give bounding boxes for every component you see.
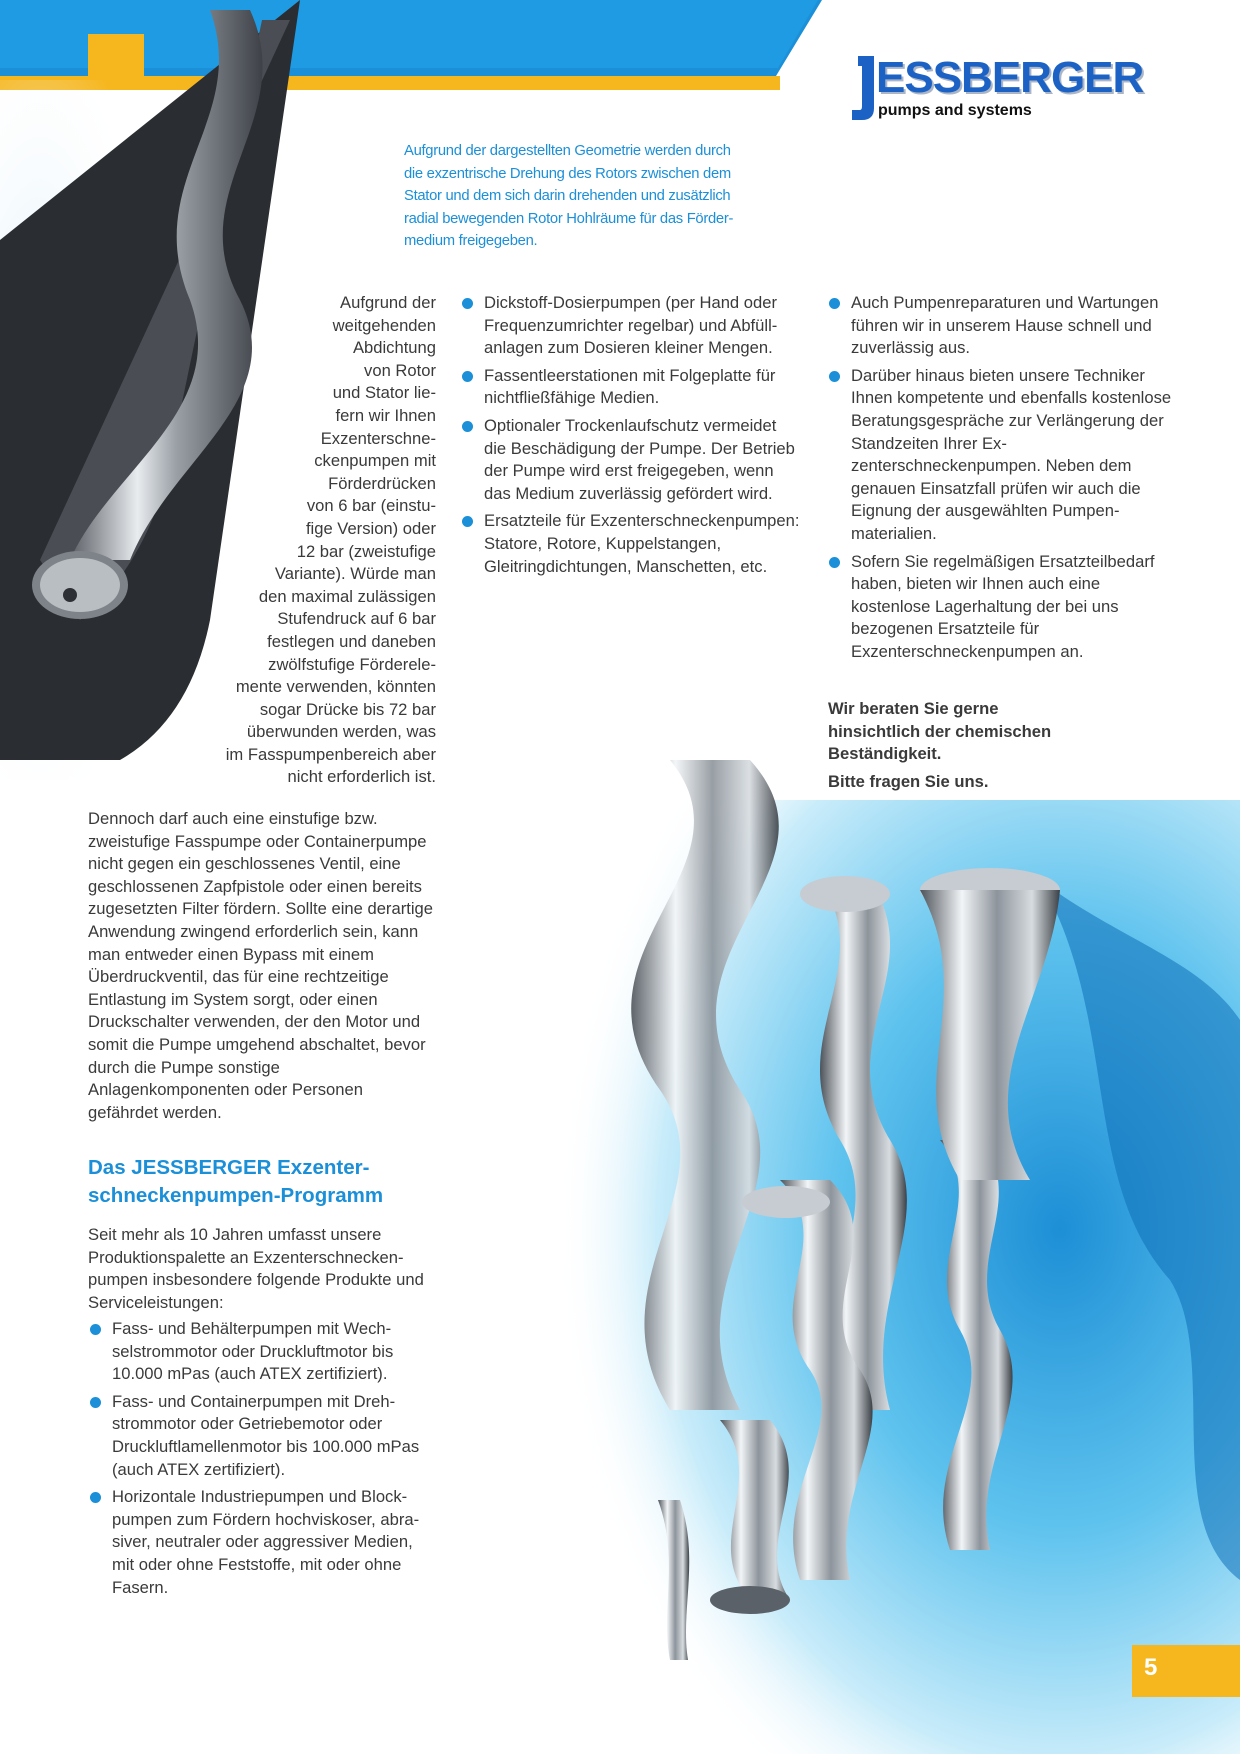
intro-line: Abdichtung	[352, 338, 436, 358]
intro-line: Exzenterschne-	[320, 428, 436, 448]
intro-line: den maximal zulässigen	[258, 586, 436, 606]
image-caption: Aufgrund der dargestellten Geometrie werden durch die exzentrische Drehung des Rotors zwischen dem Stator und dem sich darin drehenden und zusätzlich radial bewegenden Rotor Hohlräume für das Fördermedium freigegeben.	[404, 143, 734, 249]
logo-brand-text: ESSBERGER	[876, 53, 1144, 102]
intro-line: Förderdrücken	[328, 473, 436, 493]
intro-line: von 6 bar (einstu-	[306, 496, 436, 516]
bullet-dot-icon	[462, 371, 473, 382]
program-list	[88, 1318, 436, 1604]
bullet-dot-icon	[829, 557, 840, 568]
list-item: Darüber hinaus bieten unsere Techniker Ihnen kompetente und ebenfalls kostenlose Beratungsgespräche zur Verlängerung der Standzeiten Ihrer Exzenterschneckenpumpen. Neben dem genauen Einsatzfall prüfen wir auch die Eignung der ausgewählten Pumpenmaterialien.	[827, 365, 1172, 546]
consult-note: Wir beraten Sie gerne hinsichtlich der chemischen Beständigkeit.	[828, 699, 1052, 764]
list-item: Dickstoff-Dosierpumpen (per Hand oder Frequenzumrichter regelbar) und Abfüllanlagen zum Dosieren kleiner Mengen.	[460, 292, 800, 360]
paragraph-bypass: Dennoch darf auch eine einstufige bzw. zweistufige Fasspumpe oder Containerpumpe nicht gegen ein geschlossenes Ventil, eine geschlossenen Zapfpistole oder einen bereits zugesetzten Filter fördern. Sollte eine derartige Anwendung zwingend erforderlich sein, kann man entweder einen Bypass mit einem Überdruckventil, das für eine rechtzeitige Entlastung im System sorgt, oder einen Druckschalter verwenden, der den Motor und somit die Pumpe umgehend abschaltet, bevor durch die Pumpe sonstige Anlagenkomponenten oder Personen gefährdet werden.	[88, 809, 433, 1122]
intro-line: von Rotor	[364, 360, 436, 380]
intro-line: im Fasspumpenbereich aber	[225, 744, 436, 764]
intro-line: sogar Drücke bis 72 bar	[259, 699, 436, 719]
list-item: Horizontale Industriepumpen und Blockpumpen zum Fördern hochviskoser, abrasiver, neutraler oder aggressiver Medien, mit oder ohne Feststoffe, mit oder ohne Fasern.	[88, 1486, 436, 1599]
intro-line: mente verwenden, könnten	[235, 677, 436, 697]
bullet-dot-icon	[462, 421, 473, 432]
intro-line: überwunden werden, was	[246, 722, 436, 742]
bullet-dot-icon	[462, 298, 473, 309]
bullet-dot-icon	[90, 1397, 101, 1408]
intro-line: fern wir Ihnen	[335, 405, 436, 425]
list-item: Fass- und Containerpumpen mit Drehstrommotor oder Getriebemotor oder Druckluftlamellenmotor bis 100.000 mPas (auch ATEX zertifiziert).	[88, 1391, 436, 1481]
list-item: Ersatzteile für Exzenterschneckenpumpen: Statore, Rotore, Kuppelstangen, Gleitringdichtungen, Manschetten, etc.	[460, 510, 800, 578]
jessberger-logo	[848, 52, 1144, 122]
intro-line: zwölfstufige Förderele-	[268, 654, 436, 674]
section-heading: Das JESSBERGER Exzenterschneckenpumpen-Programm	[88, 1156, 384, 1207]
intro-line: nicht erforderlich ist.	[287, 767, 436, 787]
logo-tagline: pumps and systems	[878, 102, 1032, 119]
services-list-col3	[827, 292, 1172, 669]
list-item: Fass- und Behälterpumpen mit Wechselstrommotor oder Druckluftmotor bis 10.000 mPas (auch ATEX zertifiziert).	[88, 1318, 436, 1386]
ask-us-note: Bitte fragen Sie uns.	[828, 772, 989, 791]
products-list-col2	[460, 292, 800, 583]
page-number: 5	[1144, 1654, 1158, 1681]
list-item: Fassentleerstationen mit Folgeplatte für nichtfließfähige Medien.	[460, 365, 800, 410]
intro-line: festlegen und daneben	[267, 631, 436, 651]
intro-line: weitgehenden	[332, 315, 436, 335]
intro-line: und Stator lie-	[332, 383, 436, 403]
list-item: Auch Pumpenreparaturen und Wartungen führen wir in unserem Hause schnell und zuverlässig aus.	[827, 292, 1172, 360]
bullet-dot-icon	[90, 1324, 101, 1335]
list-item: Optionaler Trockenlaufschutz vermeidet die Beschädigung der Pumpe. Der Betrieb der Pumpe wird erst freigegeben, wenn das Medium zuverlässig gefördert wird.	[460, 415, 800, 505]
intro-line: Aufgrund der	[340, 293, 436, 312]
intro-line: Variante). Würde man	[274, 564, 436, 584]
bullet-dot-icon	[462, 516, 473, 527]
intro-paragraph	[120, 292, 436, 789]
rotors-water-image	[520, 760, 1240, 1754]
intro-line: fige Version) oder	[305, 518, 436, 538]
paragraph-program: Seit mehr als 10 Jahren umfasst unsere Produktionspalette an Exzenterschneckenpumpen insbesondere folgende Produkte und Serviceleistungen:	[88, 1225, 424, 1312]
intro-line: 12 bar (zweistufige	[296, 541, 436, 561]
bullet-dot-icon	[829, 298, 840, 309]
list-item: Sofern Sie regelmäßigen Ersatzteilbedarf haben, bieten wir Ihnen auch eine kostenlose Lagerhaltung der bei uns bezogenen Ersatzteile für Exzenterschneckenpumpen an.	[827, 551, 1172, 664]
bullet-dot-icon	[829, 371, 840, 382]
intro-line: ckenpumpen mit	[314, 451, 436, 471]
intro-line: Stufendruck auf 6 bar	[277, 609, 436, 629]
page-number-tab	[1132, 1645, 1240, 1697]
bullet-dot-icon	[90, 1492, 101, 1503]
